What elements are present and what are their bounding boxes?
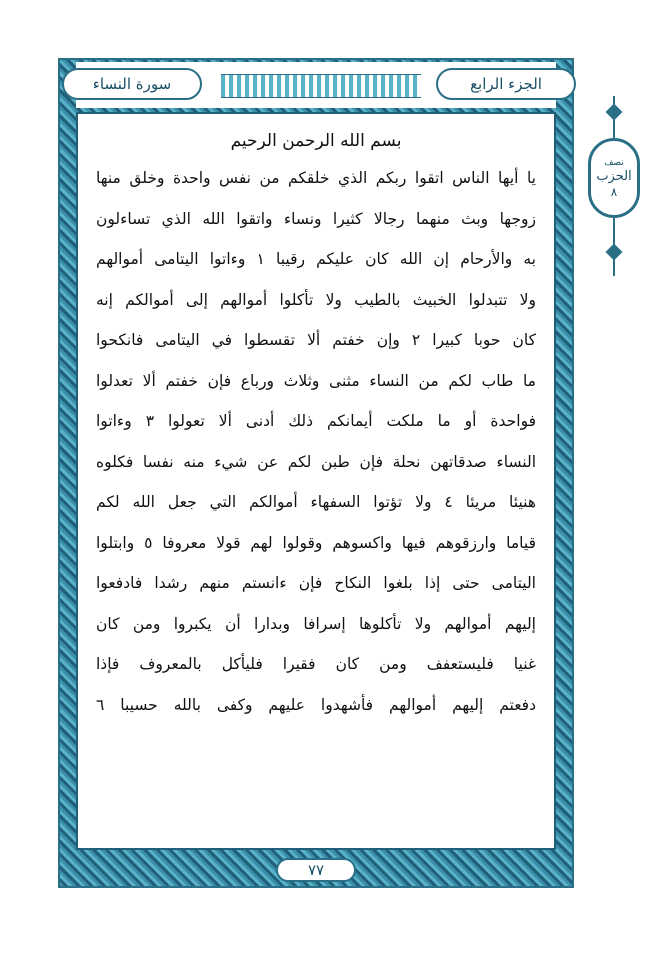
basmala: بسم الله الرحمن الرحيم [230,131,402,151]
verse-line: غنيا فليستعفف ومن كان فقيرا فليأكل بالمعروف فإذا [96,655,536,673]
marker-diamond-icon [606,104,623,121]
page-header [76,62,556,108]
verse-line: كان حوبا كبيرا ٢ وإن خفتم ألا تقسطوا في اليتامى فانكحوا [96,331,536,349]
verse-line: إليهم أموالهم ولا تأكلوها إسرافا وبدارا أن يكبروا ومن كان [96,614,536,633]
quran-text [96,124,536,844]
verse-line: ما طاب لكم من النساء مثنى وثلاث ورباع فإن خفتم ألا تعدلوا [96,371,536,390]
hizb-label: الحزب [596,169,632,184]
marker-diamond-icon [606,244,623,261]
juz-label: الجزء الرابع [436,68,576,100]
verse-line: يا أيها الناس اتقوا ربكم الذي خلقكم من نفس واحدة وخلق منها [96,169,536,187]
hizb-medallion [588,138,640,218]
verse-line: النساء صدقاتهن نحلة فإن طبن لكم عن شيء منه نفسا فكلوه [96,452,536,471]
verse-line: دفعتم إليهم أموالهم فأشهدوا عليهم وكفى بالله حسيبا ٦ [96,695,536,714]
page-number: ٧٧ [276,858,356,882]
verse-line: به والأرحام إن الله كان عليكم رقيبا ١ وءاتوا اليتامى أموالهم [96,250,536,268]
verse-line: اليتامى حتى إذا بلغوا النكاح فإن ءانستم منهم رشدا فادفعوا [96,574,536,592]
verse-line: هنيئا مريئا ٤ ولا تؤتوا السفهاء أموالكم التي جعل الله لكم [96,493,536,511]
verse-line: زوجها وبث منهما رجالا كثيرا ونساء واتقوا الله الذي تساءلون [96,209,536,228]
header-ornament [221,74,421,98]
verse-lines [96,158,536,725]
hizb-fraction-label: نصف [604,158,624,168]
verse-line: فواحدة أو ما ملكت أيمانكم ذلك أدنى ألا تعولوا ٣ وءاتوا [96,412,536,430]
hizb-marker [584,96,644,276]
surah-name-label: سورة النساء [62,68,202,100]
verse-line: ولا تتبدلوا الخبيث بالطيب ولا تأكلوا أموالهم إلى أموالكم إنه [96,290,536,309]
hizb-number: ٨ [610,185,618,199]
verse-line: قياما وارزقوهم فيها واكسوهم وقولوا لهم قولا معروفا ٥ وابتلوا [96,533,536,552]
